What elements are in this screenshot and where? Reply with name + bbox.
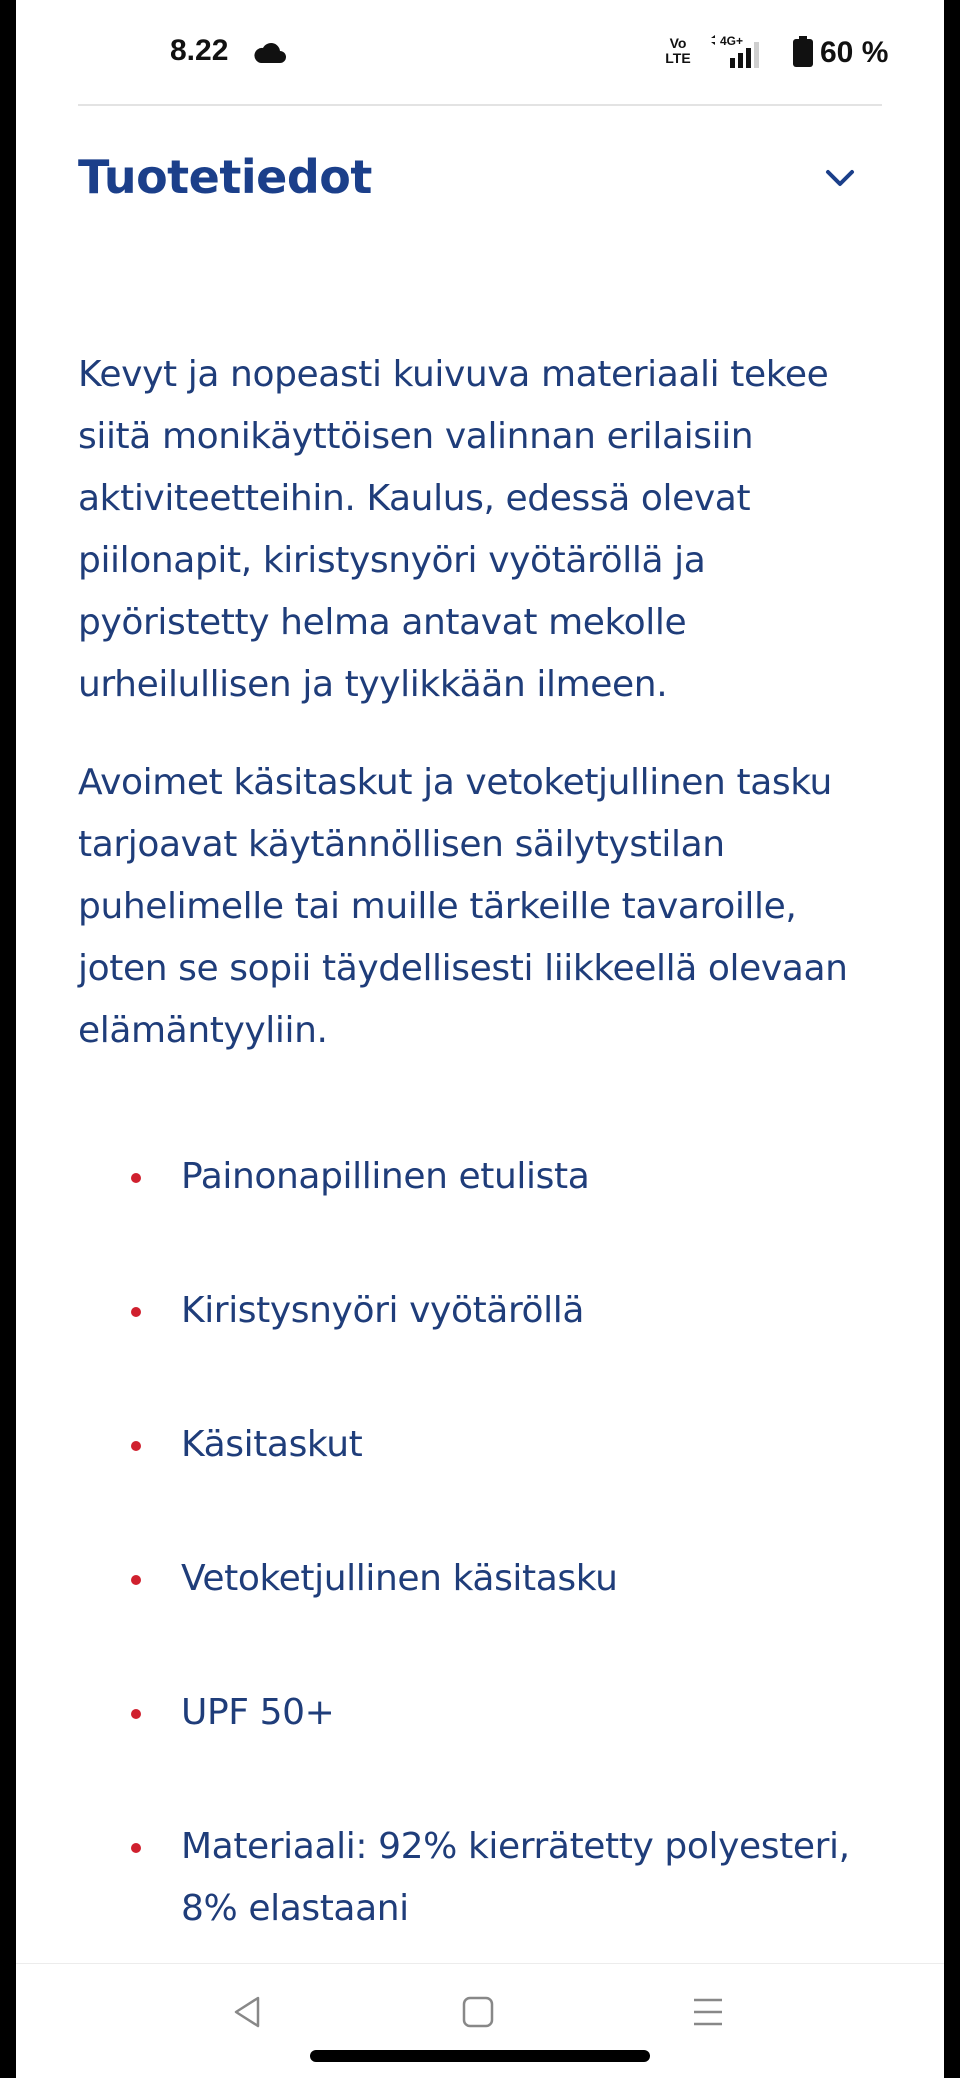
- feature-text: Materiaali: 92% kierrätetty polyesteri, 8% elastaani: [181, 1826, 850, 1929]
- volte-indicator: [662, 36, 694, 66]
- bullet-dot-icon: [131, 1307, 141, 1317]
- bullet-dot-icon: [131, 1173, 141, 1183]
- cloud-icon: [254, 42, 286, 64]
- network-type: 4G+: [720, 34, 744, 48]
- feature-text: Painonapillinen etulista: [181, 1156, 590, 1197]
- bullet-dot-icon: [131, 1843, 141, 1853]
- bullet-dot-icon: [131, 1575, 141, 1585]
- system-navigation-bar: [16, 1963, 944, 2078]
- feature-item: [78, 1280, 888, 1342]
- feature-item: [78, 1146, 888, 1208]
- bullet-dot-icon: [131, 1441, 141, 1451]
- description-paragraph: Kevyt ja nopeasti kuivuva materiaali tekee siitä monikäyttöisen valinnan erilaisiin aktiviteetteihin. Kaulus, edessä olevat piilonapit, kiristysnyöri vyötäröllä ja pyöristetty helma antavat mekolle urheilullisen ja tyylikkään ilmeen.: [78, 354, 829, 705]
- back-triangle-icon[interactable]: [228, 1992, 268, 2032]
- signal-icon: [708, 34, 774, 70]
- feature-item: [78, 1682, 888, 1744]
- screen-frame-left: [0, 0, 16, 2078]
- feature-item: [78, 1816, 888, 1940]
- feature-item: [78, 1414, 888, 1476]
- status-bar: [16, 0, 944, 104]
- feature-item: [78, 1548, 888, 1610]
- product-details-content: [78, 344, 888, 2012]
- feature-text: Käsitaskut: [181, 1424, 363, 1465]
- feature-text: Vetoketjullinen käsitasku: [181, 1558, 618, 1599]
- status-time: 8.22: [170, 34, 229, 67]
- chevron-down-icon[interactable]: [822, 160, 858, 196]
- screen-frame-right: [944, 0, 960, 2078]
- accordion-title: Tuotetiedot: [78, 150, 372, 204]
- battery-icon: [792, 36, 814, 68]
- home-square-icon[interactable]: [458, 1992, 498, 2032]
- feature-list: [78, 1146, 888, 1940]
- home-indicator-bar[interactable]: [310, 2050, 650, 2062]
- description-paragraph: Avoimet käsitaskut ja vetoketjullinen tasku tarjoavat käytännöllisen säilytystilan puhelimelle tai muille tärkeille tavaroille, joten se sopii täydellisesti liikkeellä olevaan elämäntyyliin.: [78, 762, 848, 1051]
- volte-line-1: Vo: [669, 35, 687, 51]
- feature-text: Kiristysnyöri vyötäröllä: [181, 1290, 585, 1331]
- battery-percent: 60 %: [820, 36, 889, 69]
- section-divider: [78, 104, 882, 106]
- volte-line-2: LTE: [665, 50, 691, 66]
- bullet-dot-icon: [131, 1709, 141, 1719]
- feature-text: UPF 50+: [181, 1692, 335, 1733]
- menu-lines-icon[interactable]: [688, 1992, 728, 2032]
- product-details-accordion-header[interactable]: [78, 140, 858, 220]
